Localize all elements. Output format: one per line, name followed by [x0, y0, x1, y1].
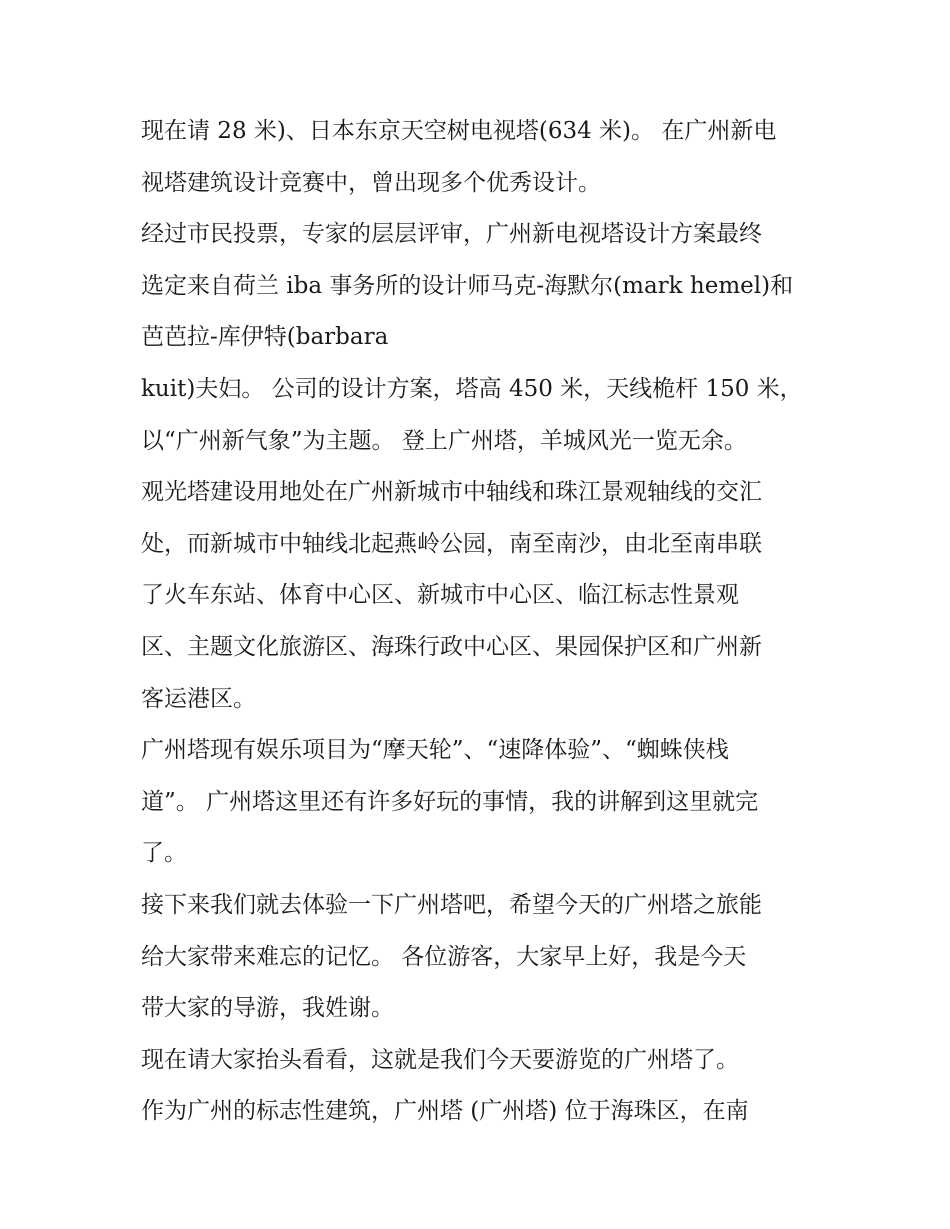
text-line: 以“广州新气象”为主题。 登上广州塔，羊城风光一览无余。: [141, 427, 747, 454]
body-text: [141, 106, 821, 1138]
text-line: 选定来自荷兰 iba 事务所的设计师马克-海默尔(mark hemel)和: [141, 272, 794, 299]
text-line: 处，而新城市中轴线北起燕岭公园，南至南沙，由北至南串联: [141, 530, 762, 557]
text-line: kuit)夫妇。 公司的设计方案，塔高 450 米，天线桅杆 150 米，: [141, 375, 803, 402]
text-line: 带大家的导游，我姓谢。: [141, 995, 394, 1022]
text-line: 区、主题文化旅游区、海珠行政中心区、果园保护区和广州新: [141, 633, 762, 660]
text-line: 了。: [141, 840, 187, 867]
text-line: 现在请 28 米)、日本东京天空树电视塔(634 米)。 在广州新电: [141, 118, 777, 144]
text-line: 广州塔现有娱乐项目为“摩天轮”、“速降体验”、“蜘蛛侠栈: [141, 737, 729, 764]
text-line: 客运港区。: [141, 685, 256, 712]
text-line: 经过市民投票，专家的层层评审，广州新电视塔设计方案最终: [141, 221, 762, 248]
text-line: 作为广州的标志性建筑，广州塔 (广州塔) 位于海珠区，在南: [141, 1098, 749, 1125]
text-line: 现在请大家抬头看看，这就是我们今天要游览的广州塔了。: [141, 1046, 739, 1073]
text-line: 接下来我们就去体验一下广州塔吧，希望今天的广州塔之旅能: [141, 891, 762, 918]
text-line: 道”。 广州塔这里还有许多好玩的事情，我的讲解到这里就完: [141, 788, 759, 815]
text-line: 给大家带来难忘的记忆。 各位游客，大家早上好，我是今天: [141, 943, 747, 970]
text-line: 了火车东站、体育中心区、新城市中心区、临江标志性景观: [141, 582, 739, 609]
text-line: 观光塔建设用地处在广州新城市中轴线和珠江景观轴线的交汇: [141, 479, 762, 506]
text-line: 视塔建筑设计竞赛中，曾出现多个优秀设计。: [141, 169, 601, 196]
text-line: 芭芭拉-库伊特(barbara: [141, 324, 389, 351]
